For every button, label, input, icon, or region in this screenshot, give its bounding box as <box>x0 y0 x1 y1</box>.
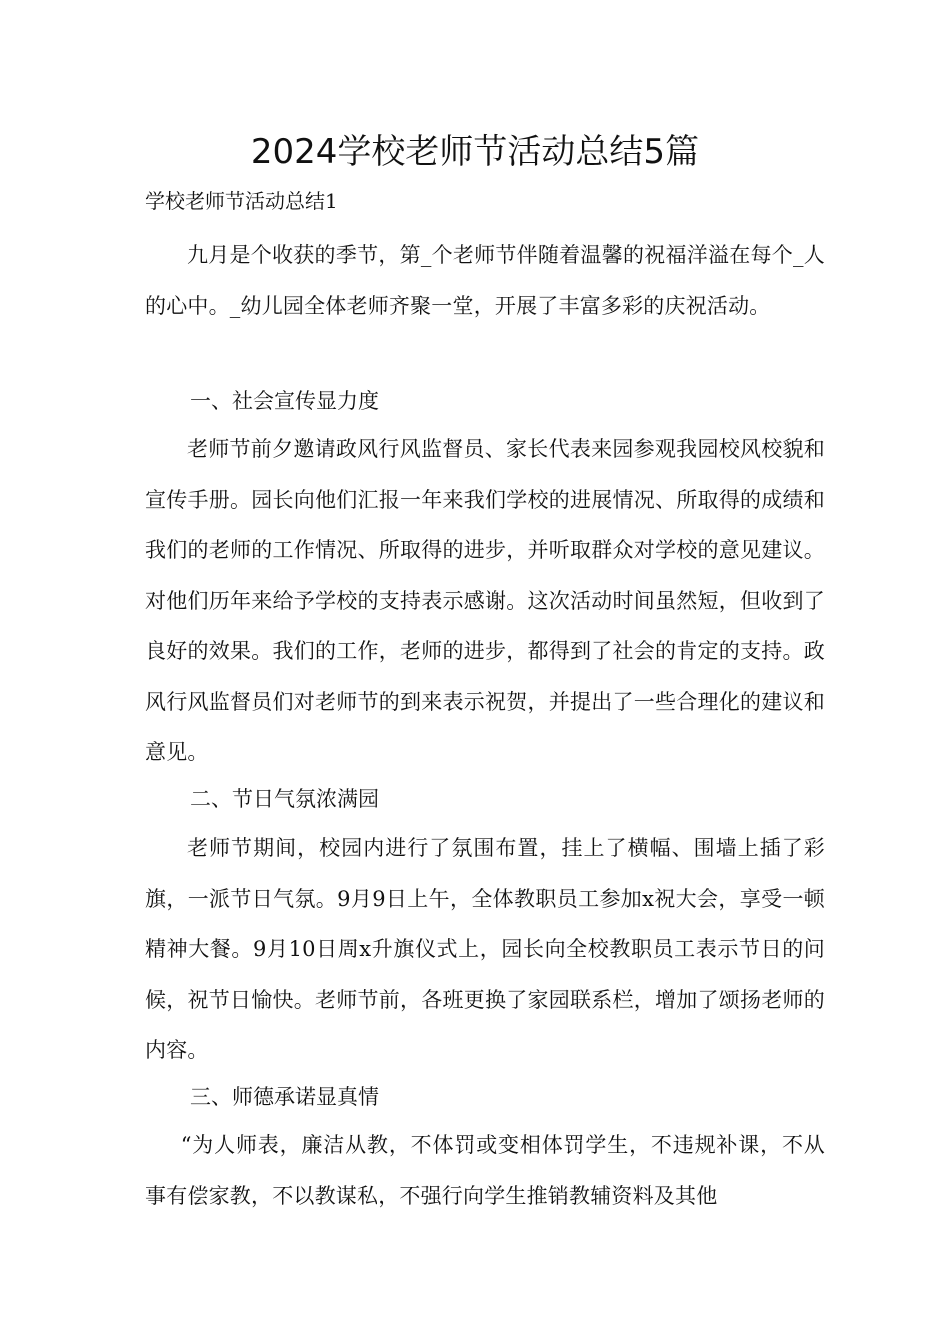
document-title: 2024学校老师节活动总结5篇 <box>250 132 700 172</box>
section-subtitle: 学校老师节活动总结1 <box>145 189 338 213</box>
paragraph-2: 老师节期间，校园内进行了氛围布置，挂上了横幅、围墙上插了彩旗，一派节日气氛。9月9日上午，全体教职员工参加x祝大会，享受一顿精神大餐。9月10日周x升旗仪式上，园长向全校教职员工表示节日的问候，祝节日愉快。老师节前，各班更换了家园联系栏，增加了颂扬老师的内容。 <box>145 836 825 1062</box>
paragraph-1: 老师节前夕邀请政风行风监督员、家长代表来园参观我园校风校貌和宣传手册。园长向他们汇报一年来我们学校的进展情况、所取得的成绩和我们的老师的工作情况、所取得的进步，并听取群众对学校的意见建议。对他们历年来给予学校的支持表示感谢。这次活动时间虽然短，但收到了良好的效果。我们的工作，老师的进步，都得到了社会的肯定的支持。政风行风监督员们对老师节的到来表示祝贺，并提出了一些合理化的建议和意见。 <box>145 437 825 764</box>
heading-2: 二、节日气氛浓满园 <box>190 787 379 811</box>
paragraph-intro: 九月是个收获的季节，第_个老师节伴随着温馨的祝福洋溢在每个_人的心中。_幼儿园全体老师齐聚一堂，开展了丰富多彩的庆祝活动。 <box>145 243 825 318</box>
heading-3: 三、师德承诺显真情 <box>190 1085 379 1109</box>
heading-1: 一、社会宣传显力度 <box>190 389 379 413</box>
paragraph-3: “为人师表，廉洁从教，不体罚或变相体罚学生，不违规补课，不从事有偿家教，不以教谋私，不强行向学生推销教辅资料及其他 <box>145 1133 825 1208</box>
